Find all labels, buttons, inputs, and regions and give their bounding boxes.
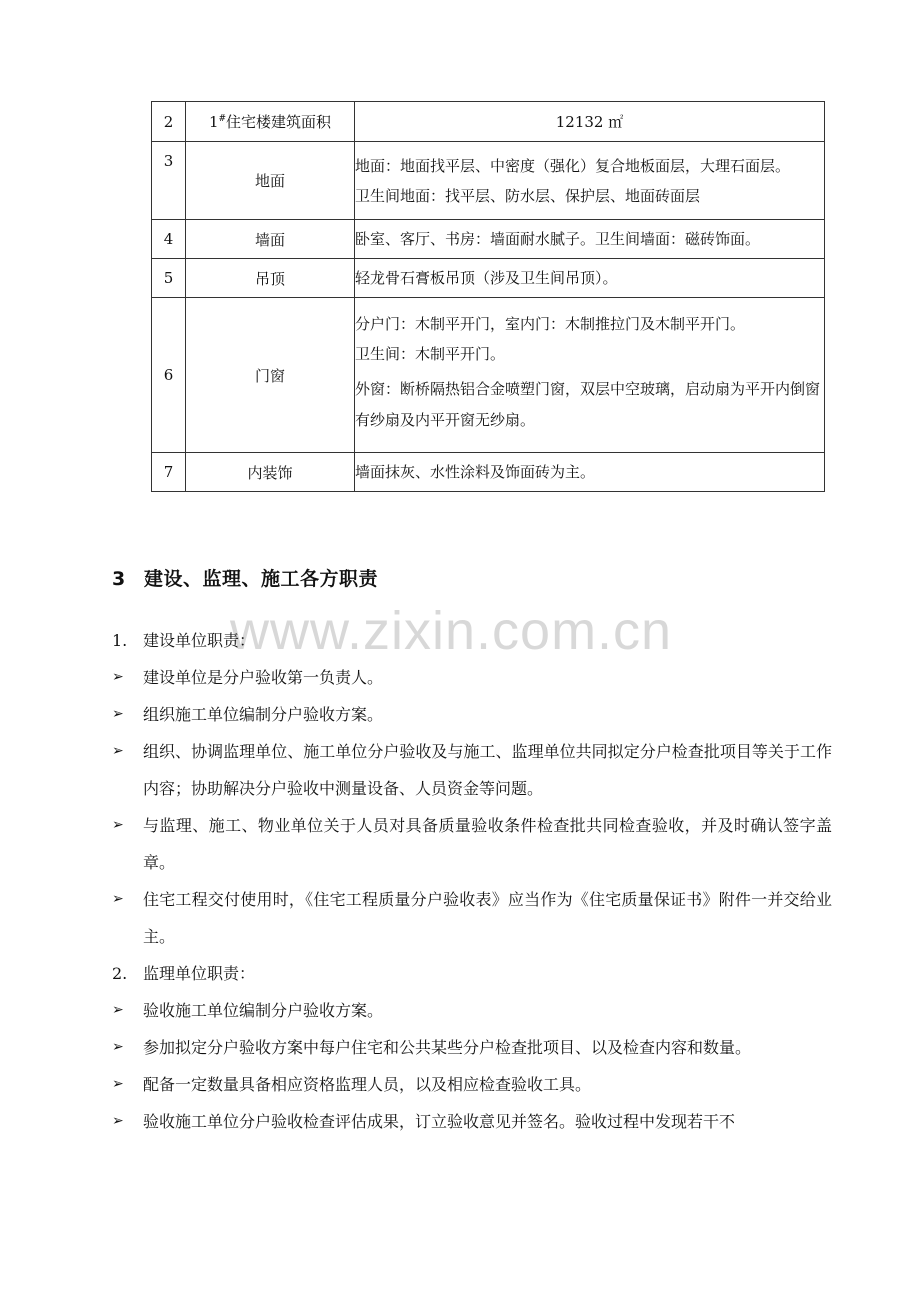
list-item-text: 配备一定数量具备相应资格监理人员，以及相应检查验收工具。 bbox=[143, 1075, 592, 1094]
section-heading bbox=[112, 564, 378, 591]
arrow-bullet-icon: ➢ bbox=[112, 891, 124, 907]
row-description bbox=[355, 298, 825, 453]
row-description bbox=[355, 102, 825, 142]
row-description bbox=[355, 220, 825, 259]
table-row bbox=[152, 142, 825, 220]
description-line: 12132 ㎡ bbox=[555, 112, 624, 131]
arrow-bullet-icon: ➢ bbox=[112, 706, 124, 722]
row-name: 门窗 bbox=[186, 298, 355, 453]
list-item-text: 与监理、施工、物业单位关于人员对具备质量验收条件检查批共同检查验收，并及时确认签字盖章。 bbox=[143, 816, 832, 872]
row-name-main: 1 bbox=[208, 113, 219, 131]
table-row bbox=[152, 259, 825, 298]
description-line: 外窗：断桥隔热铝合金喷塑门窗，双层中空玻璃，启动扇为平开内倒窗有纱扇及内平开窗无纱扇。 bbox=[355, 380, 821, 429]
table-row bbox=[152, 298, 825, 453]
section-title: 建设、监理、施工各方职责 bbox=[144, 568, 379, 590]
table-row bbox=[152, 453, 825, 492]
arrow-bullet-icon: ➢ bbox=[112, 1113, 124, 1129]
list-item-text: 参加拟定分户验收方案中每户住宅和公共某些分户检查批项目、以及检查内容和数量。 bbox=[143, 1038, 752, 1057]
row-description bbox=[355, 259, 825, 298]
list-item-text: 建设单位职责： bbox=[143, 631, 256, 650]
arrow-bullet-icon: ➢ bbox=[112, 1039, 124, 1055]
row-number: 6 bbox=[152, 298, 186, 453]
row-description bbox=[355, 453, 825, 492]
list-item bbox=[112, 659, 832, 696]
list-item-text: 组织、协调监理单位、施工单位分户验收及与施工、监理单位共同拟定分户检查批项目等关于工作内容；协助解决分户验收中测量设备、人员资金等问题。 bbox=[143, 742, 832, 798]
description-line: 墙面抹灰、水性涂料及饰面砖为主。 bbox=[355, 463, 596, 481]
list-item-text: 住宅工程交付使用时，《住宅工程质量分户验收表》应当作为《住宅质量保证书》附件一并交给业主。 bbox=[143, 890, 832, 946]
table-row bbox=[152, 102, 825, 142]
arrow-bullet-icon: ➢ bbox=[112, 669, 124, 685]
row-name: 地面 bbox=[186, 142, 355, 220]
list-item bbox=[112, 955, 832, 992]
arrow-bullet-icon: ➢ bbox=[112, 1076, 124, 1092]
list-number: 1. bbox=[112, 631, 128, 650]
list-number: 2. bbox=[112, 964, 128, 983]
row-number: 3 bbox=[152, 142, 186, 220]
list-item bbox=[112, 622, 832, 659]
row-name-rest: 住宅楼建筑面积 bbox=[226, 113, 332, 131]
list-item-text: 监理单位职责： bbox=[143, 964, 256, 983]
row-number: 4 bbox=[152, 220, 186, 259]
description-line: 卧室、客厅、书房：墙面耐水腻子。卫生间墙面：磁砖饰面。 bbox=[355, 230, 761, 248]
list-item bbox=[112, 992, 832, 1029]
list-item-text: 验收施工单位分户验收检查评估成果，订立验收意见并签名。验收过程中发现若干不 bbox=[143, 1112, 736, 1131]
list-item bbox=[112, 1103, 832, 1140]
list-item bbox=[112, 696, 832, 733]
list-item bbox=[112, 807, 832, 881]
row-number: 2 bbox=[152, 102, 186, 142]
description-line: 卫生间：木制平开门。 bbox=[355, 345, 506, 363]
list-item-text: 建设单位是分户验收第一负责人。 bbox=[143, 668, 384, 687]
arrow-bullet-icon: ➢ bbox=[112, 1002, 124, 1018]
description-line: 分户门：木制平开门，室内门：木制推拉门及木制平开门。 bbox=[355, 315, 746, 333]
row-name-sup: # bbox=[218, 114, 227, 124]
row-name bbox=[186, 102, 355, 142]
description-line: 地面：地面找平层、中密度（强化）复合地板面层，大理石面层。 bbox=[355, 156, 791, 175]
row-name: 内装饰 bbox=[186, 453, 355, 492]
list-item-text: 组织施工单位编制分户验收方案。 bbox=[143, 705, 384, 724]
row-name: 吊顶 bbox=[186, 259, 355, 298]
row-number: 7 bbox=[152, 453, 186, 492]
description-line: 卫生间地面：找平层、防水层、保护层、地面砖面层 bbox=[355, 186, 701, 205]
spec-table bbox=[151, 101, 825, 492]
list-item bbox=[112, 733, 832, 807]
list-item bbox=[112, 1029, 832, 1066]
row-description bbox=[355, 142, 825, 220]
list-item bbox=[112, 881, 832, 955]
arrow-bullet-icon: ➢ bbox=[112, 743, 124, 759]
watermark-text: www.zixin.com.cn bbox=[230, 601, 673, 661]
table-row bbox=[152, 220, 825, 259]
row-number: 5 bbox=[152, 259, 186, 298]
list-item bbox=[112, 1066, 832, 1103]
description-line: 轻龙骨石膏板吊顶（涉及卫生间吊顶）。 bbox=[355, 269, 618, 287]
section-number: 3 bbox=[112, 568, 126, 590]
body-text bbox=[112, 622, 832, 1140]
arrow-bullet-icon: ➢ bbox=[112, 817, 124, 833]
list-item-text: 验收施工单位编制分户验收方案。 bbox=[143, 1001, 384, 1020]
row-name: 墙面 bbox=[186, 220, 355, 259]
